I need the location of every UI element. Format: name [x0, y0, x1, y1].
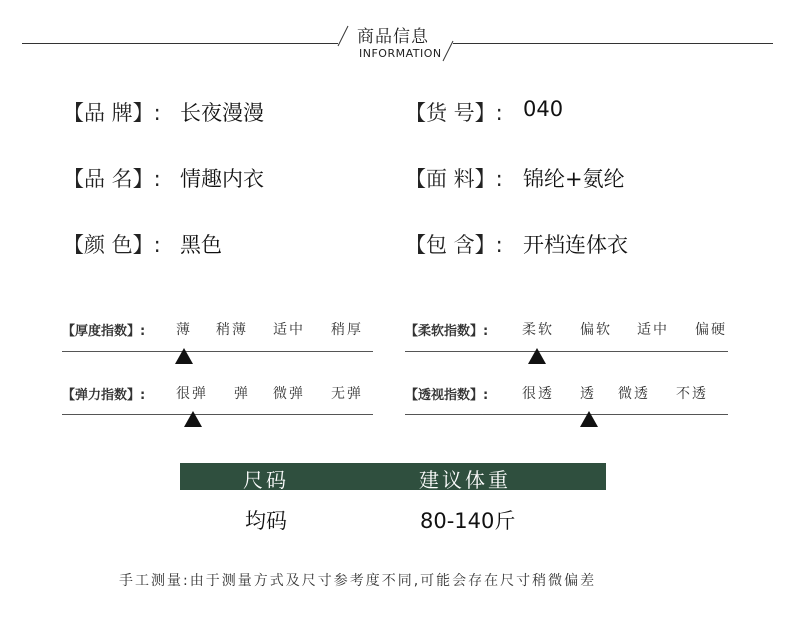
thickness-option-4: 稍厚 [331, 322, 363, 338]
thickness-option-1: 薄 [176, 322, 192, 338]
transparency-option-3: 微透 [618, 386, 650, 402]
measurement-note: 手工测量:由于测量方式及尺寸参考度不同,可能会存在尺寸稍微偏差 [119, 573, 597, 589]
color-value: 黑色 [180, 233, 222, 257]
elasticity-option-3: 微弹 [273, 386, 305, 402]
thickness-scale-line [62, 351, 373, 352]
header-title: 商品信息 [357, 27, 429, 47]
fabric-value: 锦纶+氨纶 [523, 167, 625, 191]
softness-index-label: 【柔软指数】: [405, 324, 489, 339]
thickness-option-3: 适中 [273, 322, 305, 338]
transparency-option-1: 很透 [522, 386, 554, 402]
thickness-marker-icon [175, 348, 193, 364]
weight-header-label: 建议体重 [419, 468, 511, 492]
elasticity-option-1: 很弹 [176, 386, 208, 402]
contents-value: 开档连体衣 [523, 233, 628, 257]
name-label: 【品 名】: [63, 167, 161, 191]
header-line-left [22, 43, 338, 44]
transparency-scale-line [405, 414, 728, 415]
transparency-option-2: 透 [580, 386, 596, 402]
weight-value: 80-140斤 [420, 509, 516, 533]
size-value: 均码 [245, 509, 287, 533]
softness-scale-line [405, 351, 728, 352]
name-value: 情趣内衣 [180, 167, 264, 191]
elasticity-scale-line [62, 414, 373, 415]
size-header-label: 尺码 [243, 468, 289, 492]
thickness-index-label: 【厚度指数】: [62, 324, 146, 339]
transparency-marker-icon [580, 411, 598, 427]
softness-option-3: 适中 [637, 322, 669, 338]
contents-label: 【包 含】: [405, 233, 503, 257]
elasticity-marker-icon [184, 411, 202, 427]
transparency-index-label: 【透视指数】: [405, 388, 489, 403]
softness-marker-icon [528, 348, 546, 364]
transparency-option-4: 不透 [676, 386, 708, 402]
fabric-label: 【面 料】: [405, 167, 503, 191]
color-label: 【颜 色】: [63, 233, 161, 257]
elasticity-option-2: 弹 [234, 386, 250, 402]
softness-option-1: 柔软 [522, 322, 554, 338]
item-no-label: 【货 号】: [405, 101, 503, 125]
header-line-right [453, 43, 773, 44]
elasticity-option-4: 无弹 [331, 386, 363, 402]
brand-value: 长夜漫漫 [180, 101, 264, 125]
brand-label: 【品 牌】: [63, 101, 161, 125]
header-subtitle: INFORMATION [359, 47, 442, 60]
thickness-option-2: 稍薄 [216, 322, 248, 338]
softness-option-2: 偏软 [580, 322, 612, 338]
softness-option-4: 偏硬 [695, 322, 727, 338]
elasticity-index-label: 【弹力指数】: [62, 388, 146, 403]
header-slash-left [336, 25, 350, 47]
item-no-value: 040 [523, 97, 564, 121]
